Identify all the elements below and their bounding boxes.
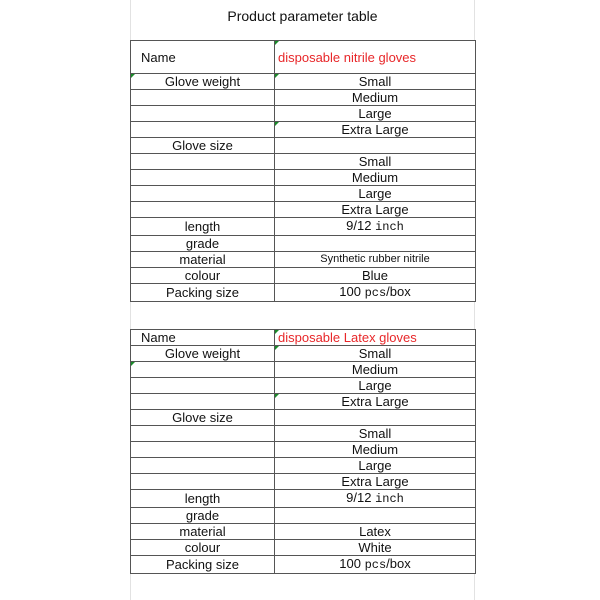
empty-cell	[131, 90, 275, 106]
weight-size-cell: Large	[275, 378, 476, 394]
empty-cell	[131, 474, 275, 490]
table-row	[131, 170, 476, 186]
weight-size-cell: Small	[275, 346, 476, 362]
length-number: 9/12	[346, 218, 372, 233]
table-row	[131, 426, 476, 442]
name-label: Name	[131, 41, 275, 74]
glove-weight-label: Glove weight	[131, 74, 275, 90]
weight-size-cell: Small	[275, 74, 476, 90]
size-cell: Extra Large	[275, 474, 476, 490]
table-row	[131, 508, 476, 524]
table-row	[131, 346, 476, 362]
weight-size-cell: Large	[275, 106, 476, 122]
material-value: Synthetic rubber nitrile	[275, 252, 476, 268]
table-row	[131, 41, 476, 74]
empty-cell	[131, 378, 275, 394]
name-value: disposable nitrile gloves	[275, 41, 476, 74]
empty-cell	[131, 362, 275, 378]
packing-per: /box	[386, 284, 411, 299]
empty-cell	[275, 138, 476, 154]
table-row	[131, 252, 476, 268]
length-unit: inch	[375, 220, 404, 234]
empty-cell	[275, 410, 476, 426]
weight-size-cell: Medium	[275, 362, 476, 378]
table-row	[131, 524, 476, 540]
page-title: Product parameter table	[227, 8, 378, 24]
material-label: material	[131, 524, 275, 540]
size-cell: Medium	[275, 442, 476, 458]
length-label: length	[131, 490, 275, 508]
empty-cell	[131, 426, 275, 442]
table-row	[131, 186, 476, 202]
size-cell: Medium	[275, 170, 476, 186]
weight-size-cell: Medium	[275, 90, 476, 106]
table-row	[131, 556, 476, 574]
glove-size-label: Glove size	[131, 410, 275, 426]
table-row	[131, 540, 476, 556]
table-row	[131, 442, 476, 458]
size-cell: Small	[275, 426, 476, 442]
empty-cell	[131, 154, 275, 170]
table-row	[131, 202, 476, 218]
packing-size-label: Packing size	[131, 284, 275, 302]
weight-size-cell: Extra Large	[275, 122, 476, 138]
table-row	[131, 236, 476, 252]
table-row	[131, 106, 476, 122]
table-row	[131, 268, 476, 284]
grade-label: grade	[131, 508, 275, 524]
weight-size-cell: Extra Large	[275, 394, 476, 410]
table-row	[131, 458, 476, 474]
name-value: disposable Latex gloves	[275, 330, 476, 346]
length-unit: inch	[375, 492, 404, 506]
empty-cell	[131, 186, 275, 202]
length-label: length	[131, 218, 275, 236]
colour-label: colour	[131, 268, 275, 284]
size-cell: Large	[275, 458, 476, 474]
packing-number: 100	[339, 556, 361, 571]
empty-cell	[131, 106, 275, 122]
colour-value: Blue	[275, 268, 476, 284]
size-cell: Large	[275, 186, 476, 202]
packing-number: 100	[339, 284, 361, 299]
empty-cell	[131, 170, 275, 186]
empty-cell	[131, 122, 275, 138]
grade-value	[275, 508, 476, 524]
table-row	[131, 362, 476, 378]
grade-value	[275, 236, 476, 252]
table-row	[131, 474, 476, 490]
table-row	[131, 490, 476, 508]
length-value	[275, 490, 476, 508]
empty-cell	[131, 442, 275, 458]
table-row	[131, 284, 476, 302]
table-row	[131, 90, 476, 106]
packing-per: /box	[386, 556, 411, 571]
packing-unit: pcs	[364, 558, 387, 572]
name-label: Name	[131, 330, 275, 346]
length-value	[275, 218, 476, 236]
empty-cell	[131, 394, 275, 410]
glove-size-label: Glove size	[131, 138, 275, 154]
material-value: Latex	[275, 524, 476, 540]
packing-size-value	[275, 556, 476, 574]
table-row	[131, 218, 476, 236]
packing-unit: pcs	[364, 286, 387, 300]
glove-weight-label: Glove weight	[131, 346, 275, 362]
size-cell: Small	[275, 154, 476, 170]
table-row	[131, 378, 476, 394]
parameter-table-latex	[130, 329, 476, 574]
material-label: material	[131, 252, 275, 268]
length-number: 9/12	[346, 490, 372, 505]
table-row	[131, 330, 476, 346]
table-row	[131, 122, 476, 138]
parameter-table-nitrile	[130, 40, 476, 302]
packing-size-value	[275, 284, 476, 302]
colour-label: colour	[131, 540, 275, 556]
packing-size-label: Packing size	[131, 556, 275, 574]
empty-cell	[131, 202, 275, 218]
size-cell: Extra Large	[275, 202, 476, 218]
grade-label: grade	[131, 236, 275, 252]
table-row	[131, 138, 476, 154]
table-row	[131, 394, 476, 410]
table-row	[131, 410, 476, 426]
table-row	[131, 74, 476, 90]
table-row	[131, 154, 476, 170]
colour-value: White	[275, 540, 476, 556]
empty-cell	[131, 458, 275, 474]
